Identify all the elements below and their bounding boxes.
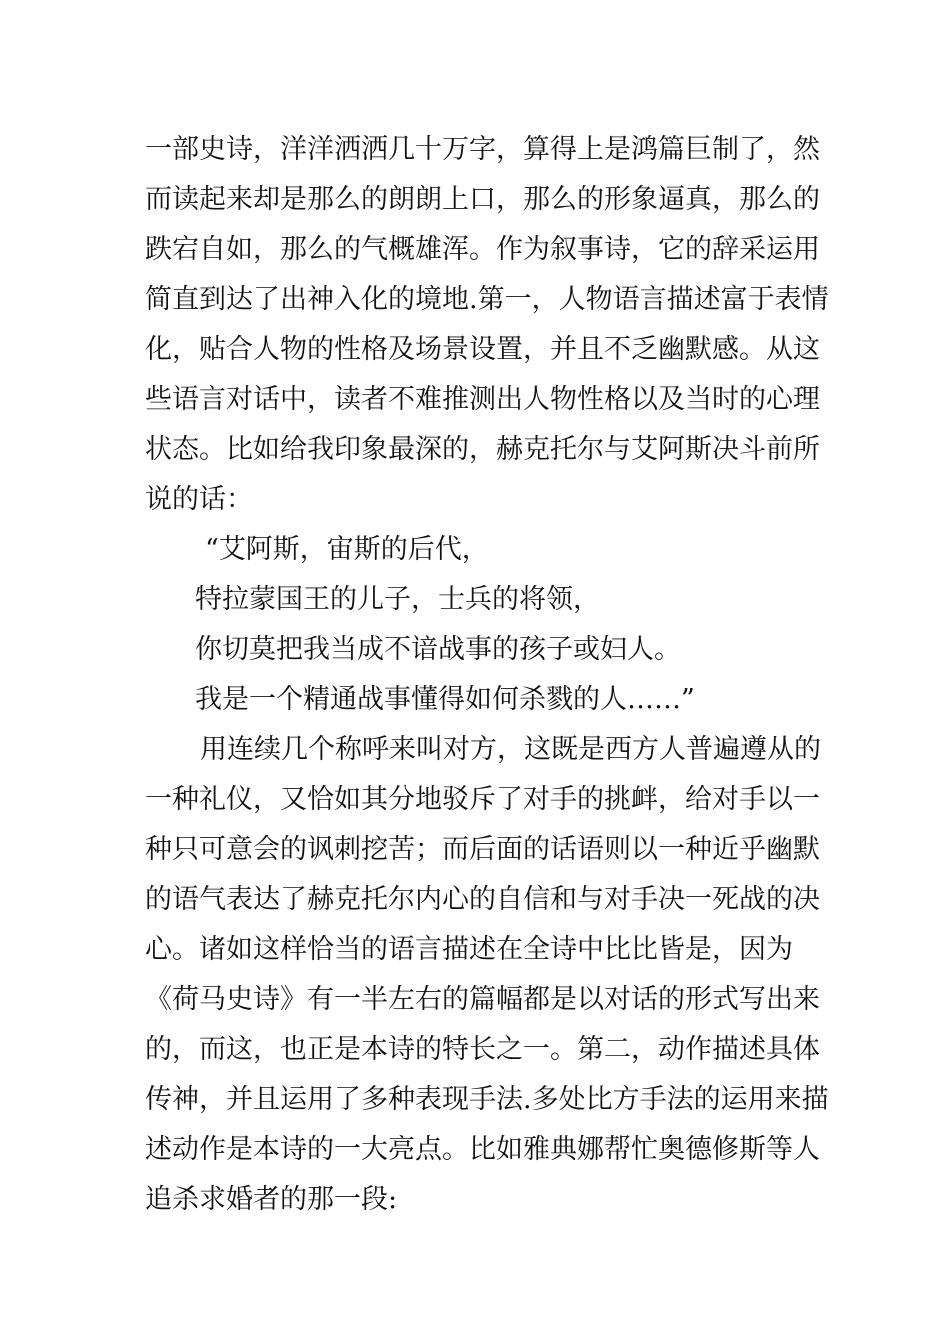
text-line-19: 的，而这，也正是本诗的特长之一。第二，动作描述具体 — [145, 1034, 820, 1065]
quote-line-3: 你切莫把我当成不谙战事的孩子或妇人。 — [195, 634, 681, 665]
text-line-2: 而读起来却是那么的朗朗上口，那么的形象逼真，那么的 — [145, 184, 820, 215]
text-line-20: 传神，并且运用了多种表现手法.多处比方手法的运用来描 — [145, 1084, 829, 1115]
text-line-13: 用连续几个称呼来叫对方，这既是西方人普遍遵从的 — [200, 734, 821, 765]
text-line-15: 种只可意会的讽刺挖苦；而后面的话语则以一种近乎幽默 — [145, 834, 820, 865]
text-line-8: 说的话： — [145, 484, 253, 515]
text-line-21: 述动作是本诗的一大亮点。比如雅典娜帮忙奥德修斯等人 — [145, 1134, 820, 1165]
quote-line-4: 我是一个精通战事懂得如何杀戮的人……” — [195, 684, 695, 715]
text-line-14: 一种礼仪，又恰如其分地驳斥了对手的挑衅，给对手以一 — [145, 784, 820, 815]
text-line-7: 状态。比如给我印象最深的，赫克托尔与艾阿斯决斗前所 — [145, 434, 820, 465]
text-line-22: 追杀求婚者的那一段: — [145, 1184, 398, 1215]
quote-line-2: 特拉蒙国王的儿子，士兵的将领， — [195, 584, 600, 615]
text-line-18: 《荷马史诗》有一半左右的篇幅都是以对话的形式写出来 — [145, 984, 820, 1015]
text-line-5: 化，贴合人物的性格及场景设置，并且不乏幽默感。从这 — [145, 334, 820, 365]
text-line-6: 些语言对话中，读者不难推测出人物性格以及当时的心理 — [145, 384, 820, 415]
text-line-3: 跌宕自如，那么的气概雄浑。作为叙事诗，它的辞采运用 — [145, 234, 820, 265]
text-line-4: 简直到达了出神入化的境地.第一，人物语言描述富于表情 — [145, 284, 829, 315]
quote-line-1: “艾阿斯，宙斯的后代， — [205, 534, 489, 565]
text-line-17: 心。诸如这样恰当的语言描述在全诗中比比皆是，因为 — [145, 934, 793, 965]
text-line-1: 一部史诗，洋洋洒洒几十万字，算得上是鸿篇巨制了，然 — [145, 134, 820, 165]
text-line-16: 的语气表达了赫克托尔内心的自信和与对手决一死战的决 — [145, 884, 820, 915]
